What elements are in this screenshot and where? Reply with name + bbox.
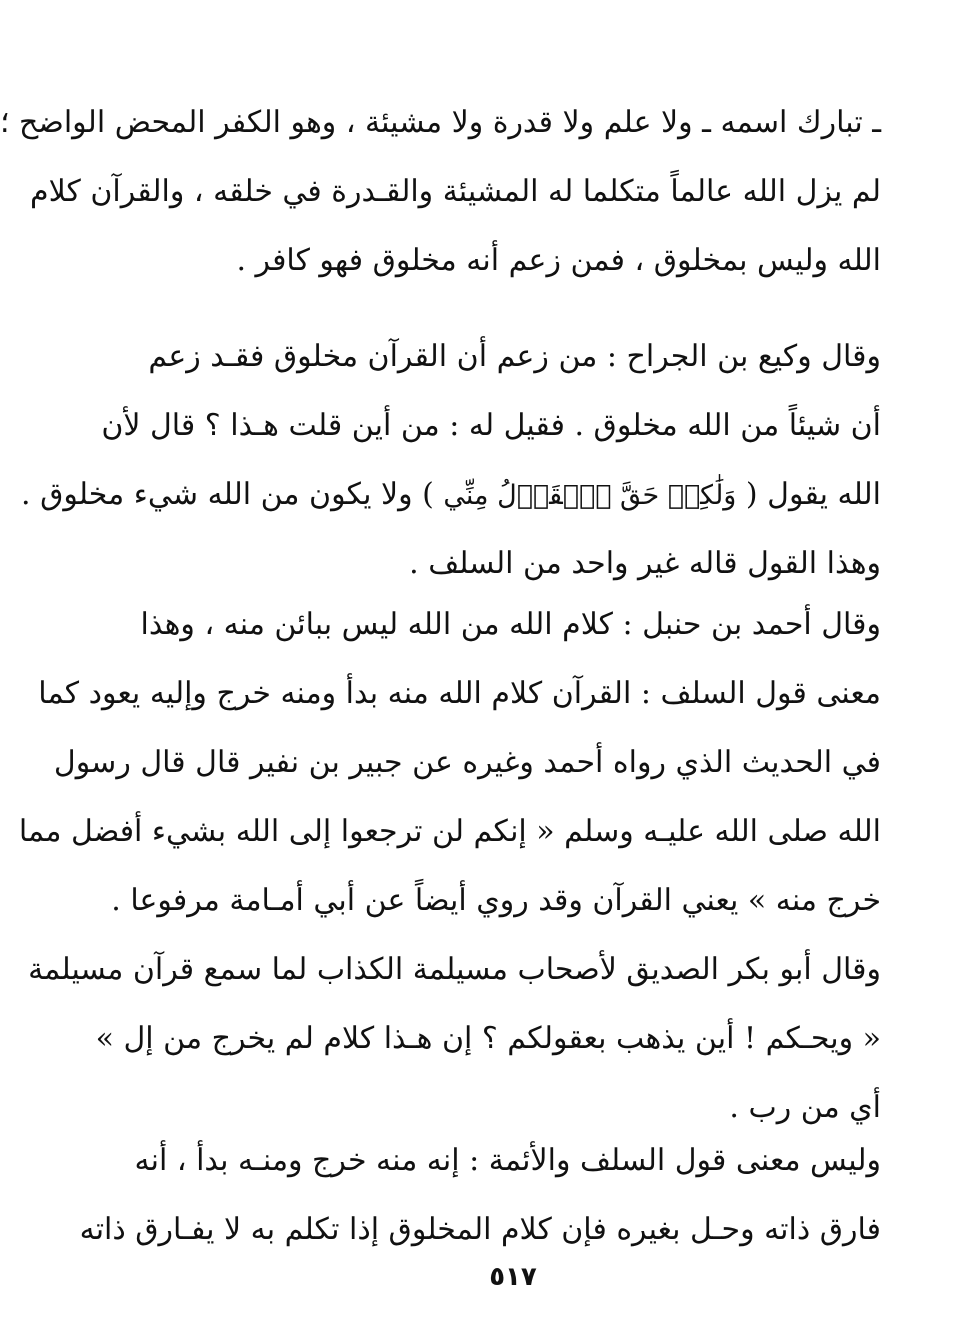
verse-lead-in: الله يقول ( xyxy=(745,477,881,512)
text-line: الله صلى الله عليـه وسلم « إنكم لن ترجعوا إلى الله بشيء أفضل مما xyxy=(18,814,881,849)
paragraph-3 xyxy=(18,590,881,1142)
paragraph-4 xyxy=(79,1126,881,1264)
paragraph-2 xyxy=(21,322,881,598)
text-line: ـ تبارك اسمه ـ ولا علم ولا قدرة ولا مشيئة ، وهو الكفر المحض الواضح ؛ xyxy=(0,105,881,140)
text-line: فارق ذاته وحـل بغيره فإن كلام المخلوق إذا تكلم به لا يفـارق ذاته xyxy=(79,1212,881,1247)
text-line: أي من رب . xyxy=(729,1090,881,1125)
page-number: ٥١٧ xyxy=(489,1262,537,1292)
text-line: الله وليس بمخلوق ، فمن زعم أنه مخلوق فهو كافر . xyxy=(236,243,881,278)
text-line: « ويحـكم ! أين يذهب بعقولكم ؟ إن هـذا كلام لم يخرج من إل » xyxy=(95,1021,881,1056)
text-line: وليس معنى قول السلف والأئمة : إنه منه خرج ومنـه بدأ ، أنه xyxy=(134,1143,881,1178)
text-line: في الحديث الذي رواه أحمد وغيره عن جبير بن نفير قال قال رسول xyxy=(53,745,881,780)
text-line-with-quran-verse xyxy=(21,460,881,529)
quran-verse: وَلَٰكِنۡ حَقَّ ٱلۡقَوۡلُ مِنِّي xyxy=(443,480,737,511)
text-line: أن شيئاً من الله مخلوق . فقيل له : من أين قلت هـذا ؟ قال لأن xyxy=(101,408,881,443)
text-line: وقال وكيع بن الجراح : من زعم أن القرآن مخلوق فقـد زعم xyxy=(148,339,881,374)
text-line: خرج منه » يعني القرآن وقد روي أيضاً عن أبي أمـامة مرفوعا . xyxy=(111,883,881,918)
text-line: وقال أحمد بن حنبل : كلام الله من الله ليس ببائن منه ، وهذا xyxy=(140,607,881,642)
text-line: معنى قول السلف : القرآن كلام الله منه بدأ ومنه خرج وإليه يعود كما xyxy=(38,676,881,711)
text-line: وقال أبو بكر الصديق لأصحاب مسيلمة الكذاب لما سمع قرآن مسيلمة xyxy=(28,952,881,987)
paragraph-1 xyxy=(0,88,881,295)
text-line: وهذا القول قاله غير واحد من السلف . xyxy=(409,546,881,581)
text-line: لم يزل الله عالماً متكلما له المشيئة والقـدرة في خلقه ، والقرآن كلام xyxy=(30,174,881,209)
verse-follow-up: ) ولا يكون من الله شيء مخلوق . xyxy=(21,477,434,512)
